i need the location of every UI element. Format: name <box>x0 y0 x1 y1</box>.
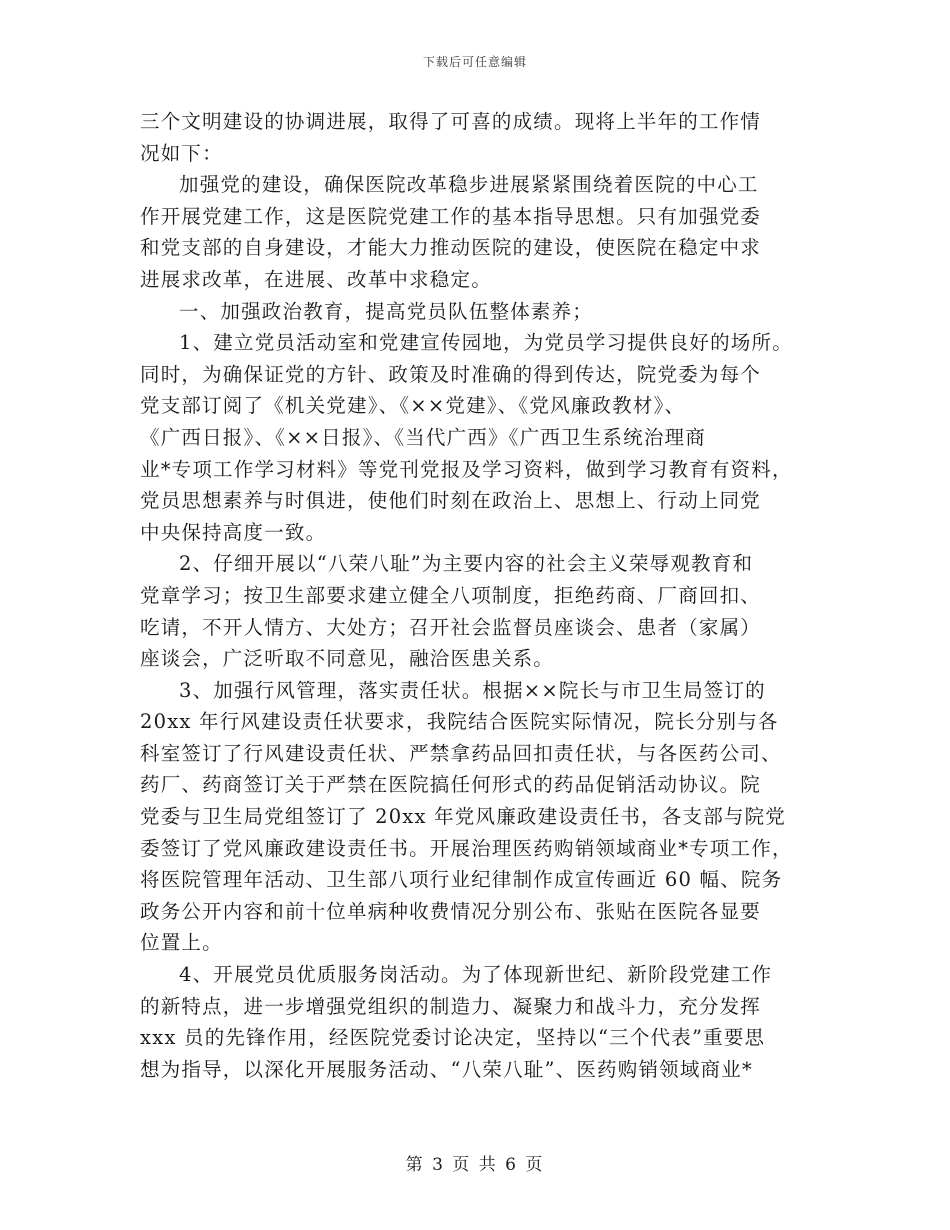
text-line: 的新特点，进一步增强党组织的制造力、凝聚力和战斗力，充分发挥 <box>140 994 762 1018</box>
text-line: 1、建立党员活动室和党建宣传园地，为党员学习提供良好的场所。 <box>179 331 793 355</box>
text-line: 业*专项工作学习材料》等党刊党报及学习资料，做到学习教育有资料， <box>140 457 793 481</box>
text-line: 座谈会，广泛听取不同意见，融洽医患关系。 <box>140 647 555 671</box>
text-line: 加强党的建设，确保医院改革稳步进展紧紧围绕着医院的中心工 <box>179 173 759 197</box>
text-line: 三个文明建设的协调进展，取得了可喜的成绩。现将上半年的工作情 <box>140 110 762 133</box>
text-line: 一、加强政治教育，提高党员队伍整体素养； <box>179 299 594 323</box>
text-line: 4、开展党员优质服务岗活动。为了体现新世纪、新阶段党建工作 <box>179 963 773 987</box>
text-line: 况如下： <box>140 141 223 165</box>
text-line: 《广西日报》、《××日报》、《当代广西》《广西卫生系统治理商 <box>140 425 706 449</box>
text-line: 和党支部的自身建设，才能大力推动医院的建设，使医院在稳定中求 <box>140 236 762 260</box>
text-line: 位置上。 <box>140 931 223 955</box>
text-line: 同时，为确保证党的方针、政策及时准确的得到传达，院党委为每个 <box>140 362 762 386</box>
page-header: 下载后可任意编辑 <box>422 55 527 69</box>
text-line: 党委与卫生局党组签订了 20xx 年党风廉政建设责任书，各支部与院党 <box>140 805 787 829</box>
text-line: 药厂、药商签订关于严禁在医院搞任何形式的药品促销活动协议。院 <box>140 773 762 797</box>
document-body <box>140 106 820 1085</box>
text-line: 科室签订了行风建设责任状、严禁拿药品回扣责任状，与各医药公司、 <box>140 741 782 765</box>
text-line: 党支部订阅了《机关党建》、《××党建》、《党风廉政教材》、 <box>140 394 686 418</box>
text-line: 吃请，不开人情方、大处方；召开社会监督员座谈会、患者（家属） <box>140 615 762 639</box>
text-line: 委签订了党风廉政建设责任书。开展治理医药购销领域商业*专项工作， <box>140 836 793 860</box>
text-line: 政务公开内容和前十位单病种收费情况分别公布、张贴在医院各显要 <box>140 899 762 923</box>
text-line: 进展求改革，在进展、改革中求稳定。 <box>140 267 492 291</box>
text-line: 3、加强行风管理，落实责任状。根据××院长与市卫生局签订的 <box>179 678 766 702</box>
text-line: 作开展党建工作，这是医院党建工作的基本指导思想。只有加强党委 <box>140 204 762 228</box>
text-line: 党员思想素养与时俱进，使他们时刻在政治上、思想上、行动上同党 <box>140 489 762 513</box>
text-line: 党章学习；按卫生部要求建立健全八项制度，拒绝药商、厂商回扣、 <box>140 583 762 607</box>
text-line: 中央保持高度一致。 <box>140 520 327 544</box>
text-line: 将医院管理年活动、卫生部八项行业纪律制作成宣传画近 60 幅、院务 <box>140 868 783 892</box>
text-line: 2、仔细开展以“八荣八耻”为主要内容的社会主义荣辱观教育和 <box>179 552 754 576</box>
text-line: xxx 员的先锋作用，经医院党委讨论决定，坚持以“三个代表”重要思 <box>140 1026 766 1050</box>
text-line: 20xx 年行风建设责任状要求，我院结合医院实际情况，院长分别与各 <box>140 710 779 734</box>
text-line: 想为指导，以深化开展服务活动、“八荣八耻”、医药购销领域商业* <box>140 1057 753 1081</box>
page-number-footer: 第 3 页 共 6 页 <box>405 1155 545 1175</box>
